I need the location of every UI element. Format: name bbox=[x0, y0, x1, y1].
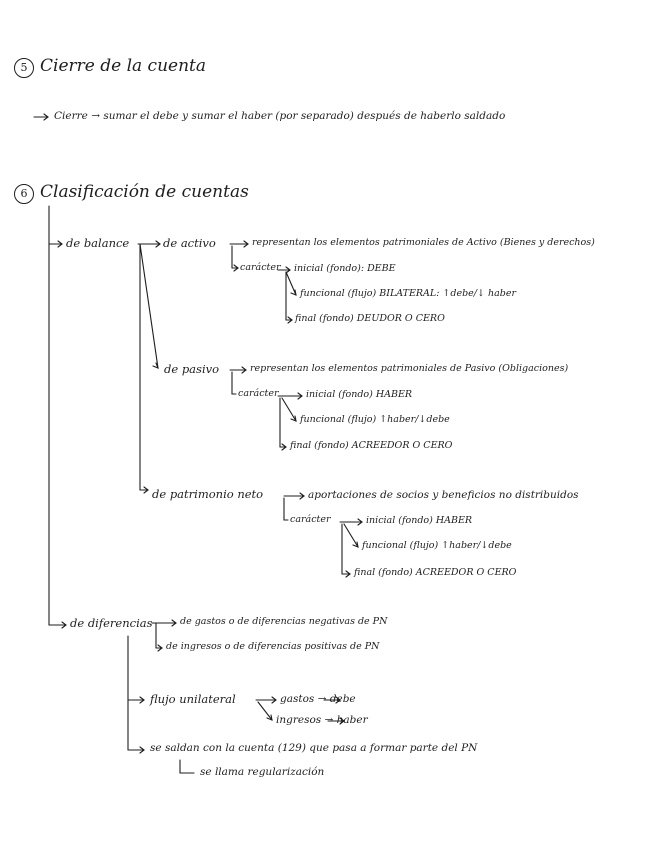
balance-label: de balance bbox=[66, 236, 130, 250]
activo-funcional: funcional (flujo) BILATERAL: ↑debe/↓ haber bbox=[300, 288, 516, 299]
pasivo-caracter: carácter bbox=[238, 388, 279, 399]
regularizacion-line: se llama regularización bbox=[200, 766, 325, 778]
diferencias-gastos: de gastos o de diferencias negativas de PN bbox=[180, 616, 388, 627]
activo-label: de activo bbox=[163, 236, 216, 250]
patrimonio-final: final (fondo) ACREEDOR O CERO bbox=[354, 567, 517, 578]
section-6-number: 6 bbox=[14, 184, 34, 204]
flujo-unilateral: flujo unilateral bbox=[150, 692, 236, 706]
flujo-ingresos: ingresos → haber bbox=[276, 714, 368, 726]
patrimonio-desc: aportaciones de socios y beneficios no distribuidos bbox=[308, 489, 579, 501]
diferencias-label: de diferencias bbox=[70, 616, 153, 630]
section-6-title: Clasificación de cuentas bbox=[40, 182, 249, 202]
pasivo-funcional: funcional (flujo) ↑haber/↓debe bbox=[300, 414, 450, 425]
activo-caracter: carácter bbox=[240, 262, 281, 273]
activo-desc: representan los elementos patrimoniales de Activo (Bienes y derechos) bbox=[252, 237, 595, 248]
pasivo-label: de pasivo bbox=[164, 362, 220, 376]
saldan-line: se saldan con la cuenta (129) que pasa a formar parte del PN bbox=[150, 742, 478, 754]
activo-final: final (fondo) DEUDOR O CERO bbox=[295, 313, 445, 324]
diferencias-ingresos: de ingresos o de diferencias positivas de PN bbox=[166, 641, 380, 652]
patrimonio-caracter: carácter bbox=[290, 514, 331, 525]
patrimonio-funcional: funcional (flujo) ↑haber/↓debe bbox=[362, 540, 512, 551]
cierre-line: Cierre → sumar el debe y sumar el haber (por separado) después de haberlo saldado bbox=[54, 110, 506, 122]
flujo-gastos: gastos → debe bbox=[280, 693, 356, 705]
section-5-number: 5 bbox=[14, 58, 34, 78]
pasivo-final: final (fondo) ACREEDOR O CERO bbox=[290, 440, 453, 451]
pasivo-inicial: inicial (fondo) HABER bbox=[306, 389, 413, 400]
patrimonio-label: de patrimonio neto bbox=[152, 487, 264, 501]
patrimonio-inicial: inicial (fondo) HABER bbox=[366, 515, 473, 526]
activo-inicial: inicial (fondo): DEBE bbox=[294, 263, 396, 274]
pasivo-desc: representan los elementos patrimoniales de Pasivo (Obligaciones) bbox=[250, 363, 569, 374]
section-5-title: Cierre de la cuenta bbox=[40, 56, 206, 76]
